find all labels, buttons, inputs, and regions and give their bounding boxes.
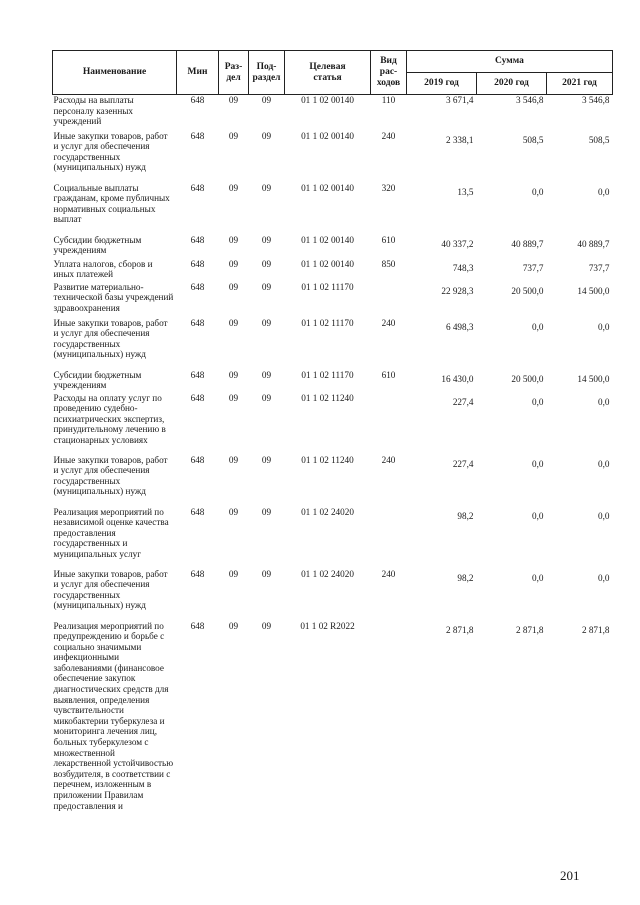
cell-y2019: 13,5 [457, 186, 474, 197]
cell-y2020: 0,0 [532, 458, 544, 469]
cell-y2021: 737,7 [588, 262, 610, 273]
cell-y2020: 0,0 [532, 572, 544, 583]
cell-y2021: 508,5 [588, 134, 610, 145]
cell-razdel: 09 [228, 506, 239, 517]
cell-razdel: 09 [228, 258, 239, 269]
cell-podrazdel: 09 [261, 281, 272, 292]
cell-razdel: 09 [228, 130, 239, 141]
table-row [53, 621, 613, 841]
page-number: 201 [560, 868, 580, 883]
cell-celevaya: 01 1 02 00140 [301, 182, 354, 193]
table-row [53, 370, 613, 393]
cell-min: 648 [190, 454, 205, 465]
cell-podrazdel: 09 [261, 130, 272, 141]
cell-y2020: 508,5 [522, 134, 544, 145]
cell-name: Иные закупки товаров, работ и услуг для обеспечения государственных (муниципальных) нужд [53, 454, 168, 497]
cell-podrazdel: 09 [261, 506, 272, 517]
cell-razdel: 09 [228, 392, 239, 403]
table-row [53, 131, 613, 183]
header-podrazdel: Под- раздел [249, 51, 285, 95]
budget-table [52, 50, 613, 841]
cell-y2020: 40 889,7 [511, 238, 544, 249]
cell-min: 648 [190, 369, 205, 380]
cell-vid: 610 [381, 369, 396, 380]
cell-y2021: 0,0 [598, 458, 610, 469]
cell-y2019: 2 871,8 [445, 624, 474, 635]
cell-celevaya: 01 1 02 11240 [301, 392, 354, 403]
cell-y2019: 3 671,4 [407, 95, 477, 131]
cell-y2019: 98,2 [457, 572, 474, 583]
cell-y2020: 0,0 [532, 186, 544, 197]
cell-min: 648 [190, 392, 205, 403]
cell-vid: 240 [381, 130, 396, 141]
cell-podrazdel: 09 [261, 234, 272, 245]
cell-name: Иные закупки товаров, работ и услуг для обеспечения государственных (муниципальных) нужд [53, 568, 168, 611]
cell-y2021: 0,0 [598, 510, 610, 521]
cell-y2020: 2 871,8 [515, 624, 544, 635]
header-2021: 2021 год [547, 73, 613, 95]
cell-podrazdel: 09 [249, 95, 285, 131]
cell-min: 648 [190, 620, 205, 631]
header-min: Мин [177, 51, 219, 95]
cell-vid: 240 [381, 568, 396, 579]
cell-podrazdel: 09 [261, 568, 272, 579]
cell-celevaya: 01 1 02 00140 [301, 234, 354, 245]
cell-vid [371, 393, 407, 455]
cell-podrazdel: 09 [261, 317, 272, 328]
cell-razdel: 09 [228, 369, 239, 380]
cell-name: Реализация мероприятий по независимой оценке качества предоставления государственных и муниципальных услуг [53, 506, 169, 559]
cell-y2019: 22 928,3 [441, 285, 474, 296]
table-row [53, 259, 613, 282]
cell-min: 648 [190, 317, 205, 328]
cell-podrazdel: 09 [261, 369, 272, 380]
cell-y2020: 0,0 [532, 321, 544, 332]
cell-y2019: 6 498,3 [445, 321, 474, 332]
cell-min: 648 [190, 234, 205, 245]
cell-y2020: 0,0 [532, 510, 544, 521]
cell-razdel: 09 [228, 317, 239, 328]
cell-y2021: 14 500,0 [577, 373, 610, 384]
cell-vid: 110 [371, 95, 407, 131]
cell-name: Развитие материально-технической базы учреждений здравоохранения [53, 281, 174, 313]
cell-podrazdel: 09 [261, 392, 272, 403]
cell-vid [371, 621, 407, 841]
cell-min: 648 [177, 95, 219, 131]
cell-y2019: 98,2 [457, 510, 474, 521]
cell-celevaya: 01 1 02 11170 [301, 369, 354, 380]
table-row [53, 95, 613, 131]
cell-y2021: 0,0 [598, 186, 610, 197]
cell-name: Реализация мероприятий по предупреждению и борьбе с социально значимыми инфекционными заболеваниями (финансовое обеспечение закупок диагностических средств для выявления, определения чувствительности микобактерии туберкулеза и мониторинга лечения лиц, больных туберкулезом с множественной лекарственной устойчивостью возбудителя, в соответствии с перечнем, изложенным в приложении Правилам предоставления и [53, 620, 174, 811]
cell-vid [371, 507, 407, 569]
cell-celevaya: 01 1 02 11170 [301, 317, 354, 328]
cell-y2021: 2 871,8 [581, 624, 610, 635]
cell-celevaya: 01 1 02 11170 [301, 281, 354, 292]
cell-min: 648 [190, 506, 205, 517]
cell-razdel: 09 [228, 568, 239, 579]
table-row [53, 235, 613, 259]
cell-name: Субсидии бюджетным учреждениям [53, 234, 142, 256]
cell-y2019: 40 337,2 [441, 238, 474, 249]
header-2019: 2019 год [407, 73, 477, 95]
cell-y2019: 227,4 [452, 396, 474, 407]
cell-y2021: 0,0 [598, 396, 610, 407]
table-row [53, 318, 613, 370]
cell-y2021: 14 500,0 [577, 285, 610, 296]
cell-celevaya: 01 1 02 00140 [285, 95, 371, 131]
cell-vid: 850 [381, 258, 396, 269]
table-row [53, 455, 613, 507]
cell-razdel: 09 [228, 234, 239, 245]
cell-podrazdel: 09 [261, 454, 272, 465]
cell-y2020: 20 500,0 [511, 285, 544, 296]
cell-celevaya: 01 1 02 00140 [301, 130, 354, 141]
cell-name: Субсидии бюджетным учреждениям [53, 369, 142, 391]
cell-min: 648 [190, 568, 205, 579]
table-row [53, 507, 613, 569]
cell-razdel: 09 [228, 454, 239, 465]
cell-podrazdel: 09 [261, 620, 272, 631]
table-row [53, 393, 613, 455]
cell-name: Иные закупки товаров, работ и услуг для обеспечения государственных (муниципальных) нужд [53, 317, 168, 360]
cell-y2021: 0,0 [598, 572, 610, 583]
cell-vid: 610 [381, 234, 396, 245]
cell-min: 648 [190, 258, 205, 269]
cell-min: 648 [190, 182, 205, 193]
cell-name: Иные закупки товаров, работ и услуг для обеспечения государственных (муниципальных) нужд [53, 130, 168, 173]
cell-name: Уплата налогов, сборов и иных платежей [53, 258, 153, 280]
cell-podrazdel: 09 [261, 182, 272, 193]
header-summa: Сумма [407, 51, 613, 73]
cell-vid: 320 [381, 182, 396, 193]
header-2020: 2020 год [477, 73, 547, 95]
cell-y2020: 0,0 [532, 396, 544, 407]
cell-y2020: 20 500,0 [511, 373, 544, 384]
cell-name: Социальные выплаты гражданам, кроме публичных нормативных социальных выплат [53, 182, 170, 225]
cell-podrazdel: 09 [261, 258, 272, 269]
header-vid: Вид рас- ходов [371, 51, 407, 95]
header-razdel: Раз- дел [219, 51, 249, 95]
cell-vid: 240 [381, 317, 396, 328]
cell-y2020: 737,7 [522, 262, 544, 273]
header-celevaya: Целевая статья [285, 51, 371, 95]
cell-y2021: 40 889,7 [577, 238, 610, 249]
cell-celevaya: 01 1 02 11240 [301, 454, 354, 465]
cell-y2019: 2 338,1 [445, 134, 474, 145]
cell-vid: 240 [381, 454, 396, 465]
table-row [53, 569, 613, 621]
cell-min: 648 [190, 130, 205, 141]
cell-razdel: 09 [228, 182, 239, 193]
cell-razdel: 09 [219, 95, 249, 131]
cell-y2019: 227,4 [452, 458, 474, 469]
cell-y2020: 3 546,8 [477, 95, 547, 131]
cell-min: 648 [190, 281, 205, 292]
cell-razdel: 09 [228, 620, 239, 631]
cell-celevaya: 01 1 02 R2022 [300, 620, 355, 631]
cell-razdel: 09 [228, 281, 239, 292]
cell-celevaya: 01 1 02 00140 [301, 258, 354, 269]
cell-y2019: 16 430,0 [441, 373, 474, 384]
table-row [53, 282, 613, 318]
cell-y2021: 0,0 [598, 321, 610, 332]
cell-name: Расходы на оплату услуг по проведению судебно-психиатрических экспертиз, принудительному лечению в стационарных условиях [53, 392, 166, 445]
header-name: Наименование [53, 51, 177, 95]
cell-name: Расходы на выплаты персоналу казенных учреждений [53, 95, 177, 131]
cell-vid [371, 282, 407, 318]
cell-y2021: 3 546,8 [547, 95, 613, 131]
cell-celevaya: 01 1 02 24020 [301, 568, 354, 579]
table-row [53, 183, 613, 235]
cell-y2019: 748,3 [452, 262, 474, 273]
cell-celevaya: 01 1 02 24020 [301, 506, 354, 517]
